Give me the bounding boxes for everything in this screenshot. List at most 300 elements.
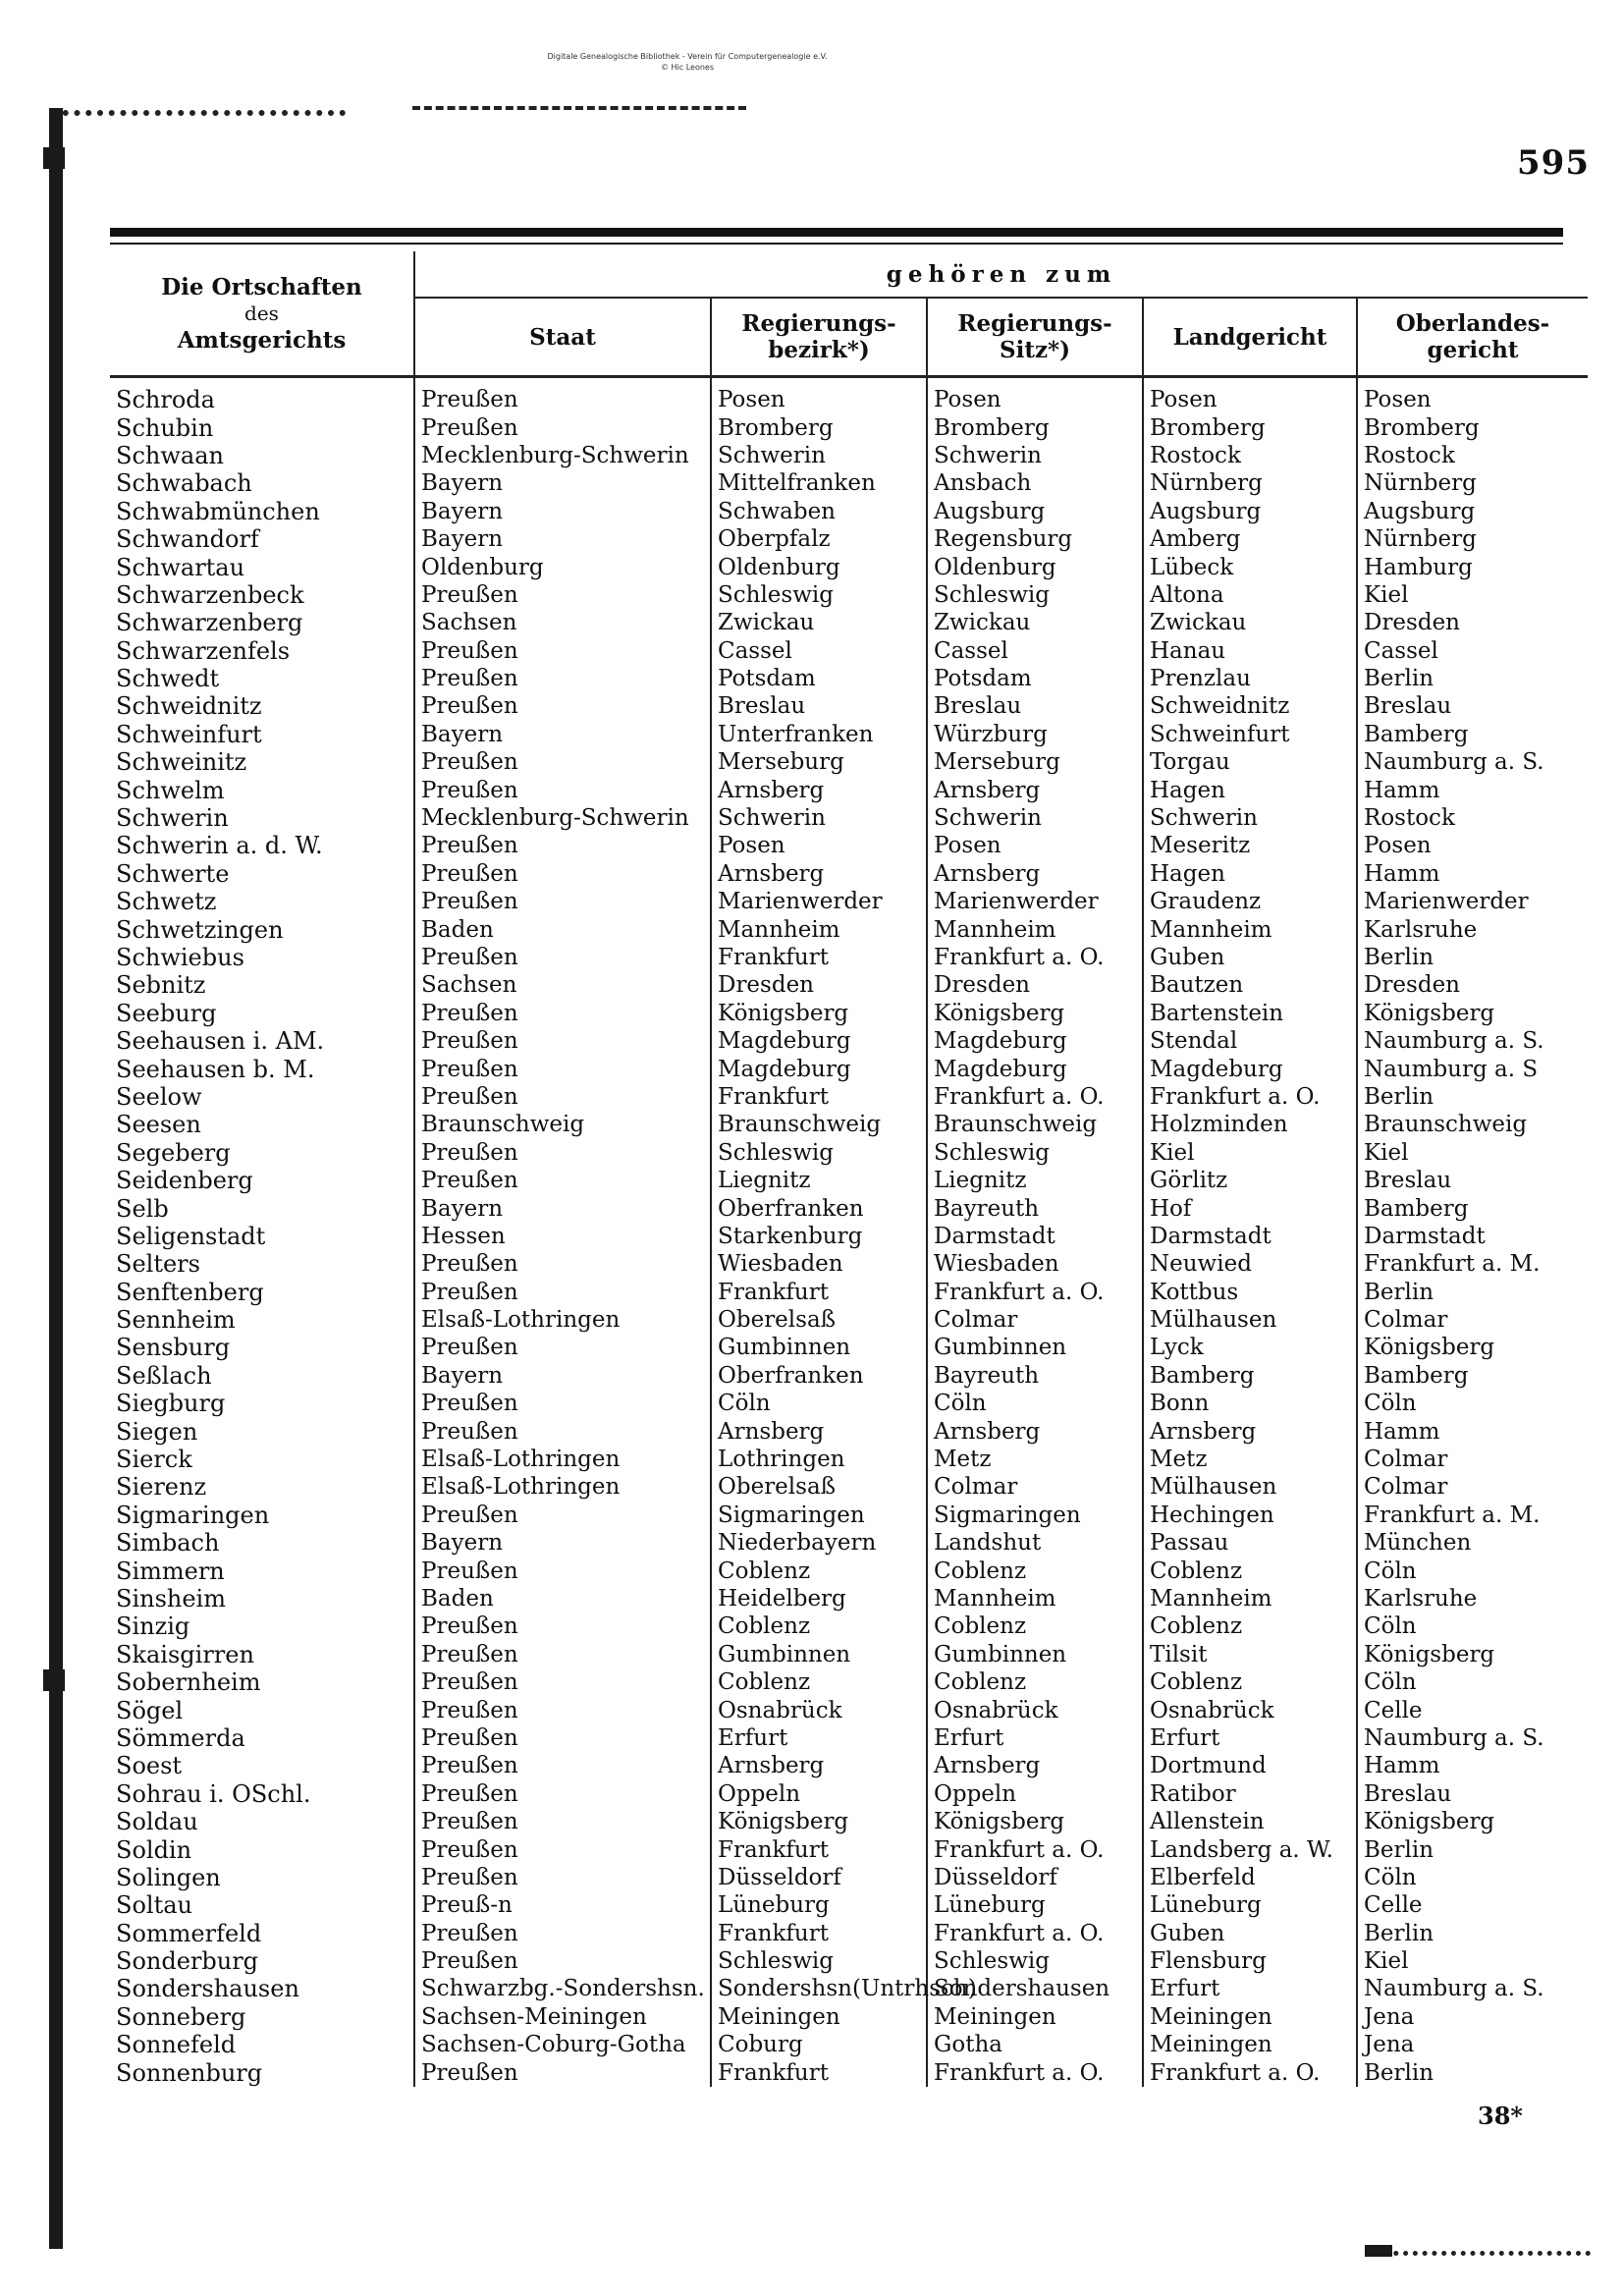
header-seat-line2: Sitz*): [1000, 337, 1070, 363]
cell-place: Schweidnitz: [116, 692, 262, 721]
cell-higher-court: Berlin: [1357, 1835, 1588, 1863]
table-row: [110, 581, 1588, 609]
cell-higher-court: Darmstadt: [1357, 1223, 1588, 1250]
table-row: [110, 1724, 1588, 1752]
cell-regional-court: Elberfeld: [1143, 1864, 1357, 1891]
cell-district: Gumbinnen: [711, 1334, 927, 1361]
cell-seat: Coblenz: [927, 1613, 1143, 1640]
cell-district: Schwerin: [711, 442, 927, 469]
header-row-group: [110, 251, 1588, 298]
table-row: [110, 1250, 1588, 1278]
cell-district: Wiesbaden: [711, 1250, 927, 1278]
table-row: [110, 1502, 1588, 1529]
cell-higher-court: Naumburg a. S.: [1357, 1975, 1588, 2002]
cell-seat: Frankfurt a. O.: [927, 1835, 1143, 1863]
cell-state: Mecklenburg-Schwerin: [414, 804, 711, 832]
header-district-line2: bezirk*): [768, 337, 870, 363]
cell-state: Preußen: [414, 1835, 711, 1863]
cell-seat: Sondershausen: [927, 1975, 1143, 2002]
cell-seat: Oppeln: [927, 1780, 1143, 1808]
cell-state: Braunschweig: [414, 1111, 711, 1138]
cell-seat: Schleswig: [927, 581, 1143, 609]
cell-district: Frankfurt: [711, 944, 927, 971]
cell-district: Braunschweig: [711, 1111, 927, 1138]
cell-regional-court: Passau: [1143, 1529, 1357, 1557]
table-row: [110, 1027, 1588, 1055]
cell-regional-court: Meiningen: [1143, 2003, 1357, 2031]
cell-district: Magdeburg: [711, 1055, 927, 1082]
header-regional-court: [1143, 298, 1357, 377]
cell-place: Solingen: [116, 1863, 221, 1891]
cell-district: Cöln: [711, 1390, 927, 1417]
cell-district: Arnsberg: [711, 1417, 927, 1445]
table-row: [110, 692, 1588, 720]
cell-regional-court: Görlitz: [1143, 1167, 1357, 1194]
cell-seat: Darmstadt: [927, 1223, 1143, 1250]
cell-higher-court: Posen: [1357, 377, 1588, 414]
cell-higher-court: Hamburg: [1357, 553, 1588, 580]
cell-place: Senftenberg: [116, 1278, 264, 1306]
cell-higher-court: Königsberg: [1357, 1000, 1588, 1027]
cell-higher-court: Marienwerder: [1357, 888, 1588, 915]
cell-state: Preußen: [414, 1390, 711, 1417]
table-row: [110, 1919, 1588, 1946]
cell-seat: Marienwerder: [927, 888, 1143, 915]
cell-regional-court: Meseritz: [1143, 832, 1357, 859]
cell-district: Oberfranken: [711, 1362, 927, 1390]
cell-regional-court: Guben: [1143, 1919, 1357, 1946]
cell-regional-court: Magdeburg: [1143, 1055, 1357, 1082]
cell-regional-court: Stendal: [1143, 1027, 1357, 1055]
cell-higher-court: Naumburg a. S: [1357, 1055, 1588, 1082]
cell-state: Sachsen: [414, 609, 711, 636]
header-place: [110, 251, 414, 377]
cell-regional-court: Bautzen: [1143, 971, 1357, 999]
cell-seat: Arnsberg: [927, 1752, 1143, 1779]
cell-place: Selters: [116, 1250, 200, 1279]
cell-regional-court: Prenzlau: [1143, 665, 1357, 692]
cell-district: Potsdam: [711, 665, 927, 692]
cell-seat: Mannheim: [927, 1585, 1143, 1613]
cell-higher-court: Rostock: [1357, 442, 1588, 469]
cell-higher-court: Cöln: [1357, 1613, 1588, 1640]
cell-higher-court: Hamm: [1357, 776, 1588, 803]
table-row: [110, 1835, 1588, 1863]
cell-place: Sonneberg: [116, 2002, 246, 2031]
cell-state: Preußen: [414, 748, 711, 776]
cell-district: Heidelberg: [711, 1585, 927, 1613]
cell-regional-court: Schweinfurt: [1143, 721, 1357, 748]
cell-regional-court: Bonn: [1143, 1390, 1357, 1417]
cell-seat: Arnsberg: [927, 1417, 1143, 1445]
table-row: [110, 1613, 1588, 1640]
table-row: [110, 1223, 1588, 1250]
cell-district: Magdeburg: [711, 1027, 927, 1055]
cell-place: Sonnenburg: [116, 2058, 263, 2087]
cell-higher-court: Kiel: [1357, 1139, 1588, 1167]
cell-state: Preußen: [414, 1417, 711, 1445]
cell-higher-court: Berlin: [1357, 944, 1588, 971]
cell-regional-court: Meiningen: [1143, 2031, 1357, 2058]
cell-place: Sobernheim: [116, 1668, 261, 1697]
cell-seat: Frankfurt a. O.: [927, 2058, 1143, 2086]
table-row: [110, 915, 1588, 943]
cell-district: Coblenz: [711, 1557, 927, 1584]
cell-state: Sachsen: [414, 971, 711, 999]
cell-higher-court: Königsberg: [1357, 1641, 1588, 1668]
cell-higher-court: Bamberg: [1357, 721, 1588, 748]
cell-district: Erfurt: [711, 1724, 927, 1752]
cell-state: Preußen: [414, 832, 711, 859]
table-row: [110, 469, 1588, 497]
scan-left-edge: [49, 108, 63, 2249]
cell-regional-court: Mülhausen: [1143, 1306, 1357, 1334]
cell-district: Lüneburg: [711, 1891, 927, 1919]
cell-district: Sondershsn(Untrhsch): [711, 1975, 927, 2002]
cell-place: Seßlach: [116, 1361, 212, 1390]
header-regional-court-line1: Landgericht: [1172, 323, 1327, 351]
header-rule-thin: [110, 243, 1563, 245]
cell-regional-court: Bamberg: [1143, 1362, 1357, 1390]
cell-state: Baden: [414, 915, 711, 943]
cell-place: Schwaan: [116, 441, 224, 469]
cell-district: Niederbayern: [711, 1529, 927, 1557]
cell-state: Oldenburg: [414, 553, 711, 580]
cell-higher-court: Jena: [1357, 2003, 1588, 2031]
cell-seat: Erfurt: [927, 1724, 1143, 1752]
cell-place: Soltau: [116, 1891, 192, 1920]
cell-district: Meiningen: [711, 2003, 927, 2031]
cell-seat: Regensburg: [927, 525, 1143, 553]
table-row: [110, 776, 1588, 803]
cell-district: Coburg: [711, 2031, 927, 2058]
table-row: [110, 1334, 1588, 1361]
cell-regional-court: Arnsberg: [1143, 1417, 1357, 1445]
scan-artifact-bottom: [1365, 2251, 1591, 2264]
cell-higher-court: Celle: [1357, 1891, 1588, 1919]
table-row: [110, 1947, 1588, 1975]
scan-notch: [43, 147, 65, 169]
cell-place: Sennheim: [116, 1306, 236, 1335]
cell-place: Schwerin: [116, 804, 229, 833]
cell-regional-court: Mannheim: [1143, 1585, 1357, 1613]
table-row: [110, 1752, 1588, 1779]
cell-regional-court: Guben: [1143, 944, 1357, 971]
cell-seat: Schleswig: [927, 1947, 1143, 1975]
cell-state: Preußen: [414, 1083, 711, 1111]
cell-regional-court: Coblenz: [1143, 1668, 1357, 1696]
cell-seat: Arnsberg: [927, 776, 1143, 803]
table-row: [110, 721, 1588, 748]
cell-district: Frankfurt: [711, 1083, 927, 1111]
cell-district: Frankfurt: [711, 1279, 927, 1306]
cell-higher-court: Hamm: [1357, 1752, 1588, 1779]
cell-seat: Bayreuth: [927, 1194, 1143, 1222]
cell-regional-court: Metz: [1143, 1446, 1357, 1473]
cell-state: Preußen: [414, 1752, 711, 1779]
table-body: [110, 377, 1588, 2087]
cell-seat: Mannheim: [927, 915, 1143, 943]
cell-higher-court: Naumburg a. S.: [1357, 1724, 1588, 1752]
cell-place: Schwartau: [116, 553, 245, 581]
cell-place: Sonnefeld: [116, 2031, 237, 2059]
cell-place: Simmern: [116, 1557, 225, 1585]
cell-state: Preußen: [414, 1947, 711, 1975]
cell-place: Sensburg: [116, 1334, 231, 1362]
cell-regional-court: Lübeck: [1143, 553, 1357, 580]
cell-higher-court: Hamm: [1357, 860, 1588, 888]
table-row: [110, 832, 1588, 859]
cell-district: Marienwerder: [711, 888, 927, 915]
scan-artifact-top-middle: [412, 106, 746, 116]
cell-district: Schleswig: [711, 1139, 927, 1167]
table-row: [110, 1083, 1588, 1111]
cell-higher-court: Bamberg: [1357, 1362, 1588, 1390]
cell-seat: Würzburg: [927, 721, 1143, 748]
cell-state: Bayern: [414, 1362, 711, 1390]
cell-seat: Gotha: [927, 2031, 1143, 2058]
cell-district: Lothringen: [711, 1446, 927, 1473]
cell-state: Preußen: [414, 860, 711, 888]
cell-place: Schwabmünchen: [116, 497, 320, 525]
cell-seat: Schleswig: [927, 1139, 1143, 1167]
cell-district: Starkenburg: [711, 1223, 927, 1250]
watermark-line-1: Digitale Genealogische Bibliothek - Verein für Computergenealogie e.V.: [547, 52, 828, 61]
cell-place: Sebnitz: [116, 971, 206, 1000]
cell-higher-court: Colmar: [1357, 1473, 1588, 1501]
scan-notch: [43, 1669, 65, 1691]
cell-regional-court: Frankfurt a. O.: [1143, 2058, 1357, 2086]
cell-state: Preußen: [414, 1250, 711, 1278]
cell-seat: Bromberg: [927, 413, 1143, 441]
table-row: [110, 971, 1588, 999]
cell-district: Posen: [711, 832, 927, 859]
cell-state: Preußen: [414, 1613, 711, 1640]
cell-regional-court: Torgau: [1143, 748, 1357, 776]
table-row: [110, 1696, 1588, 1723]
cell-higher-court: Berlin: [1357, 1919, 1588, 1946]
cell-higher-court: Berlin: [1357, 1083, 1588, 1111]
cell-district: Unterfranken: [711, 721, 927, 748]
cell-regional-court: Nürnberg: [1143, 469, 1357, 497]
cell-regional-court: Mülhausen: [1143, 1473, 1357, 1501]
cell-district: Breslau: [711, 692, 927, 720]
cell-state: Bayern: [414, 1529, 711, 1557]
cell-state: Bayern: [414, 525, 711, 553]
cell-higher-court: Berlin: [1357, 2058, 1588, 2086]
table-row: [110, 1279, 1588, 1306]
cell-place: Sondershausen: [116, 1975, 299, 2003]
cell-seat: Breslau: [927, 692, 1143, 720]
cell-higher-court: Naumburg a. S.: [1357, 748, 1588, 776]
scan-artifact-bottom-mark: [1365, 2245, 1392, 2257]
table-row: [110, 1306, 1588, 1334]
cell-higher-court: Hamm: [1357, 1417, 1588, 1445]
cell-place: Sinsheim: [116, 1584, 226, 1613]
cell-seat: Posen: [927, 832, 1143, 859]
cell-state: Preußen: [414, 377, 711, 414]
cell-seat: Braunschweig: [927, 1111, 1143, 1138]
cell-state: Bayern: [414, 498, 711, 525]
table-row: [110, 1139, 1588, 1167]
cell-district: Schleswig: [711, 1947, 927, 1975]
cell-state: Schwarzbg.-Sondershsn.: [414, 1975, 711, 2002]
cell-seat: Merseburg: [927, 748, 1143, 776]
cell-district: Merseburg: [711, 748, 927, 776]
cell-place: Schweinitz: [116, 748, 247, 777]
table-row: [110, 498, 1588, 525]
cell-higher-court: Berlin: [1357, 665, 1588, 692]
cell-state: Preußen: [414, 1000, 711, 1027]
cell-place: Seeburg: [116, 999, 217, 1027]
cell-seat: Frankfurt a. O.: [927, 1083, 1143, 1111]
table-row: [110, 1473, 1588, 1501]
cell-regional-court: Hagen: [1143, 860, 1357, 888]
cell-seat: Colmar: [927, 1473, 1143, 1501]
cell-district: Dresden: [711, 971, 927, 999]
cell-higher-court: Cassel: [1357, 637, 1588, 665]
cell-seat: Sigmaringen: [927, 1502, 1143, 1529]
cell-district: Sigmaringen: [711, 1502, 927, 1529]
cell-regional-court: Hof: [1143, 1194, 1357, 1222]
cell-state: Preußen: [414, 1139, 711, 1167]
table-row: [110, 1167, 1588, 1194]
cell-place: Segeberg: [116, 1138, 231, 1167]
table-row: [110, 1808, 1588, 1835]
table-row: [110, 1585, 1588, 1613]
cell-seat: Wiesbaden: [927, 1250, 1143, 1278]
cell-higher-court: Cöln: [1357, 1668, 1588, 1696]
cell-seat: Frankfurt a. O.: [927, 1919, 1143, 1946]
table-row: [110, 1194, 1588, 1222]
cell-regional-court: Rostock: [1143, 442, 1357, 469]
table-row: [110, 1390, 1588, 1417]
table-row: [110, 1362, 1588, 1390]
cell-state: Elsaß-Lothringen: [414, 1446, 711, 1473]
cell-higher-court: Dresden: [1357, 609, 1588, 636]
cell-state: Preußen: [414, 665, 711, 692]
cell-seat: Königsberg: [927, 1808, 1143, 1835]
cell-district: Coblenz: [711, 1613, 927, 1640]
table-row: [110, 1000, 1588, 1027]
cell-state: Mecklenburg-Schwerin: [414, 442, 711, 469]
cell-higher-court: Celle: [1357, 1696, 1588, 1723]
cell-state: Preußen: [414, 1027, 711, 1055]
cell-regional-court: Altona: [1143, 581, 1357, 609]
cell-district: Posen: [711, 377, 927, 414]
cell-place: Schwarzenberg: [116, 609, 303, 637]
cell-higher-court: Frankfurt a. M.: [1357, 1502, 1588, 1529]
header-seat-line1: Regierungs-: [957, 310, 1112, 337]
cell-regional-court: Graudenz: [1143, 888, 1357, 915]
cell-higher-court: Braunschweig: [1357, 1111, 1588, 1138]
cell-seat: Magdeburg: [927, 1055, 1143, 1082]
cell-regional-court: Holzminden: [1143, 1111, 1357, 1138]
table-row: [110, 1557, 1588, 1584]
cell-place: Seehausen i. AM.: [116, 1027, 325, 1056]
cell-regional-court: Coblenz: [1143, 1557, 1357, 1584]
cell-state: Preußen: [414, 2058, 711, 2086]
cell-place: Seidenberg: [116, 1167, 253, 1195]
cell-state: Preußen: [414, 637, 711, 665]
cell-place: Schwerte: [116, 859, 230, 888]
cell-higher-court: Naumburg a. S.: [1357, 1027, 1588, 1055]
cell-place: Sierck: [116, 1446, 192, 1474]
cell-place: Soldin: [116, 1835, 192, 1864]
cell-higher-court: Cöln: [1357, 1557, 1588, 1584]
table-row: [110, 1055, 1588, 1082]
cell-seat: Colmar: [927, 1306, 1143, 1334]
table-row: [110, 2058, 1588, 2086]
cell-regional-court: Frankfurt a. O.: [1143, 1083, 1357, 1111]
cell-seat: Gumbinnen: [927, 1334, 1143, 1361]
cell-place: Selb: [116, 1194, 169, 1223]
cell-seat: Posen: [927, 377, 1143, 414]
cell-state: Preuß-n: [414, 1891, 711, 1919]
table-row: [110, 442, 1588, 469]
cell-regional-court: Zwickau: [1143, 609, 1357, 636]
table-row: [110, 860, 1588, 888]
cell-regional-court: Osnabrück: [1143, 1696, 1357, 1723]
cell-seat: Gumbinnen: [927, 1641, 1143, 1668]
cell-place: Soest: [116, 1752, 183, 1780]
cell-seat: Meiningen: [927, 2003, 1143, 2031]
cell-place: Seligenstadt: [116, 1222, 266, 1250]
table-row: [110, 1891, 1588, 1919]
cell-regional-court: Lyck: [1143, 1334, 1357, 1361]
page-number: 595: [1517, 143, 1590, 183]
cell-regional-court: Hanau: [1143, 637, 1357, 665]
cell-district: Oppeln: [711, 1780, 927, 1808]
cell-place: Schwedt: [116, 665, 220, 693]
header-state-line1: Staat: [529, 323, 596, 351]
cell-seat: Bayreuth: [927, 1362, 1143, 1390]
cell-place: Sigmaringen: [116, 1501, 270, 1529]
table-row: [110, 944, 1588, 971]
cell-higher-court: Colmar: [1357, 1306, 1588, 1334]
cell-district: Arnsberg: [711, 1752, 927, 1779]
cell-higher-court: Kiel: [1357, 1947, 1588, 1975]
cell-seat: Landshut: [927, 1529, 1143, 1557]
cell-place: Sömmerda: [116, 1723, 245, 1752]
cell-place: Schwandorf: [116, 525, 259, 554]
cell-state: Preußen: [414, 581, 711, 609]
cell-state: Preußen: [414, 1641, 711, 1668]
cell-state: Preußen: [414, 1502, 711, 1529]
table-row: [110, 1641, 1588, 1668]
cell-place: Schwiebus: [116, 944, 244, 971]
cell-seat: Cassel: [927, 637, 1143, 665]
cell-seat: Liegnitz: [927, 1167, 1143, 1194]
cell-district: Zwickau: [711, 609, 927, 636]
cell-regional-court: Schwerin: [1143, 804, 1357, 832]
cell-seat: Coblenz: [927, 1557, 1143, 1584]
cell-state: Preußen: [414, 776, 711, 803]
cell-state: Preußen: [414, 413, 711, 441]
table-row: [110, 1417, 1588, 1445]
cell-state: Sachsen-Coburg-Gotha: [414, 2031, 711, 2058]
cell-higher-court: Frankfurt a. M.: [1357, 1250, 1588, 1278]
cell-place: Sommerfeld: [116, 1919, 262, 1947]
cell-state: Preußen: [414, 692, 711, 720]
register-table: [110, 251, 1588, 2087]
cell-higher-court: Bamberg: [1357, 1194, 1588, 1222]
cell-district: Arnsberg: [711, 776, 927, 803]
cell-higher-court: Berlin: [1357, 1279, 1588, 1306]
cell-district: Coblenz: [711, 1668, 927, 1696]
cell-seat: Frankfurt a. O.: [927, 1279, 1143, 1306]
cell-seat: Königsberg: [927, 1000, 1143, 1027]
